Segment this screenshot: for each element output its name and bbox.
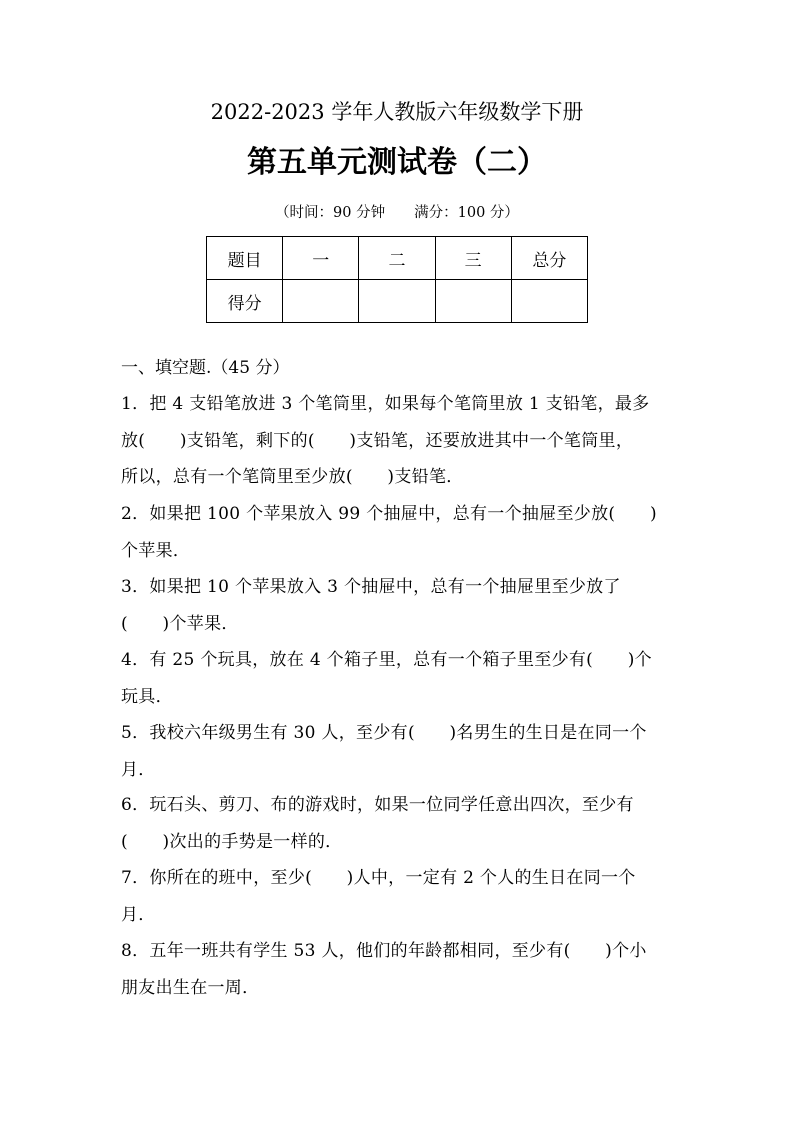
question-line: 2．如果把 100 个苹果放入 99 个抽屉中，总有一个抽屉至少放( ) bbox=[121, 504, 657, 524]
score-cell-section-2[interactable] bbox=[359, 280, 435, 323]
question-line: 月． bbox=[121, 904, 156, 925]
question-line: ( )次出的手势是一样的． bbox=[121, 831, 343, 852]
question-line: 4．有 25 个玩具，放在 4 个箱子里，总有一个箱子里至少有( )个 bbox=[121, 650, 652, 670]
exam-time-score-info: （时间：90 分钟 满分：100 分） bbox=[275, 205, 519, 221]
exam-subtitle: 第五单元测试卷（二） bbox=[247, 145, 547, 180]
question-3 bbox=[121, 569, 681, 642]
score-cell-section-3[interactable] bbox=[435, 280, 511, 323]
question-5 bbox=[121, 715, 681, 788]
question-line: 个苹果． bbox=[121, 540, 191, 561]
question-line: 5．我校六年级男生有 30 人，至少有( )名男生的生日是在同一个 bbox=[121, 723, 647, 743]
score-table-header-row bbox=[207, 237, 588, 280]
score-row-label: 得分 bbox=[207, 280, 283, 323]
question-line: 7．你所在的班中，至少( )人中，一定有 2 个人的生日在同一个 bbox=[121, 868, 636, 888]
question-2 bbox=[121, 496, 681, 569]
question-line: 放( )支铅笔，剩下的( )支铅笔，还要放进其中一个笔筒里， bbox=[121, 430, 634, 451]
question-line: 3．如果把 10 个苹果放入 3 个抽屉中，总有一个抽屉里至少放了 bbox=[121, 577, 621, 597]
score-cell-section-1[interactable] bbox=[283, 280, 359, 323]
question-4 bbox=[121, 642, 681, 715]
score-table-header-cell: 一 bbox=[283, 237, 359, 280]
score-table-header-cell: 二 bbox=[359, 237, 435, 280]
question-7 bbox=[121, 860, 681, 933]
question-line: 8．五年一班共有学生 53 人，他们的年龄都相同，至少有( )个小 bbox=[121, 941, 647, 961]
score-table bbox=[206, 236, 588, 323]
question-line: 所以，总有一个笔筒里至少放( )支铅笔． bbox=[121, 467, 464, 488]
score-table-header-cell: 总分 bbox=[511, 237, 587, 280]
question-line: 月． bbox=[121, 759, 156, 780]
score-table-score-row bbox=[207, 280, 588, 323]
score-table-header-cell: 三 bbox=[435, 237, 511, 280]
question-line: 1．把 4 支铅笔放进 3 个笔筒里，如果每个笔筒里放 1 支铅笔，最多 bbox=[121, 394, 650, 414]
exam-title: 2022-2023 学年人教版六年级数学下册 bbox=[210, 100, 584, 124]
score-table-header-cell: 题目 bbox=[207, 237, 283, 280]
question-1 bbox=[121, 386, 681, 496]
question-6 bbox=[121, 787, 681, 860]
question-line: 6．玩石头、剪刀、布的游戏时，如果一位同学任意出四次，至少有 bbox=[121, 795, 634, 815]
score-cell-total[interactable] bbox=[511, 280, 587, 323]
question-line: ( )个苹果． bbox=[121, 613, 239, 634]
question-8 bbox=[121, 933, 681, 1006]
question-line: 玩具． bbox=[121, 686, 173, 707]
question-line: 朋友出生在一周． bbox=[121, 977, 260, 998]
section-title-fill-blank: 一、填空题.（45 分） bbox=[121, 358, 290, 378]
